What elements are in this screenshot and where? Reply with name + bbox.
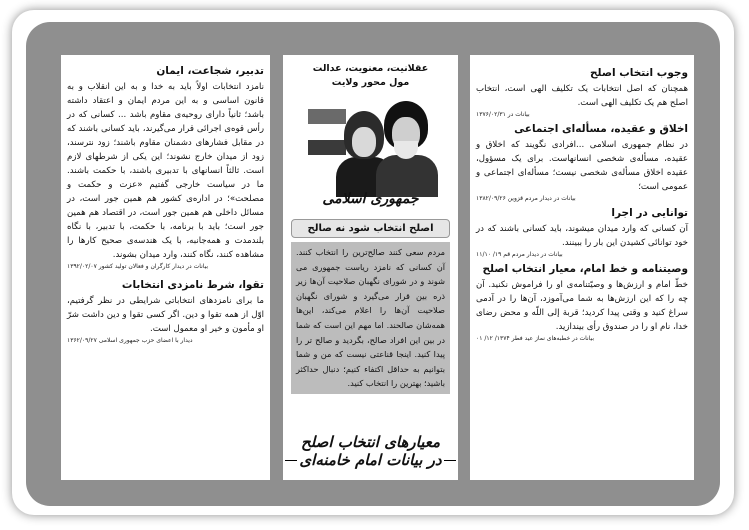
left-panel [61,55,270,480]
brochure-title-line-1: معیارهای انتخاب اصلح [300,433,441,451]
box-title: اصلح انتخاب شود نه صالح [291,219,450,238]
section-source: بیانات در دیدار مردم قزوین ۱۳۸۲/۰۹/۲۶ [476,195,576,202]
section-text: نامزد انتخابات اولاً باید به خدا و به این انقلاب و به قانون اساسی و به این مردم ایمان و اعتقاد داشته باشد؛ ثانیاً دارای روحیه‌ی مقاوم باشد ... کسانی که در رأس قوه‌ی اجرائی قرار می‌گیرند، باید کسانی باشند که در مقابل فشارهای دشمنان مقاوم باشند؛ زود نترسند، زود از میدان خارج نشوند؛ این یکی از شرطهای لازم است. ثالثاً انسانهای با تدبیری باشند، با حکمت باشند. ما در سیاست خارجی گفتیم «عزت و حکمت و مصلحت»؛ در اداره‌ی کشور هم همین جور است، در مسائل داخلی هم همین جور است، در اقتصاد هم همین جور است؛ باید با برنامه، با حکمت، با تدبیر، با نگاه بلندمدت و همه‌جانبه، با یک هندسه‌ی صحیح کارها را مشاهده کنند، نگاه کنند، وارد میدان بشوند. [67,82,264,260]
quote-box [291,242,450,394]
section-title: وجوب انتخاب اصلح [589,67,688,79]
section-title: تدبیر، شجاعت، ایمان [156,65,264,77]
brochure-title-line-2 [283,451,458,469]
brochure-title-line-2-text: در بیانات امام خامنه‌ای [299,451,442,469]
iran-flag-icon [308,109,346,155]
section-title: توانایی در اجرا [611,207,688,219]
section-source: بیانات در دیدار مردم قم ۱۹/ ۱۱/۱۰ [476,251,563,258]
brochure-title [283,433,458,469]
section-source: بیانات در خطبه‌های نماز عید فطر ۱۳۷۴/ ۱۲/ ۰۱ [476,335,594,342]
leaders-portrait [296,93,446,213]
section-source: دیدار با اعضای حزب جمهوری اسلامی ۱۳۶۲/۰۹/۲۷ [67,337,193,344]
middle-panel [283,55,458,480]
quote-text: مردم سعی کنند صالح‌ترین را انتخاب کنند. آن کسانی که نامزد ریاست جمهوری می شوند و در شورای نگهبان صلاحیت آن‌ها زیر ذره بین قرار می‌گیرد و شورای نگهبان صلاحیت آن‌ها را اعلام می‌کند، این‌ها همه‌شان صالحند. اما مهم این است که شما در بین این افراد صالح، بگردید و صالح تر را پیدا کنید. اینجا قناعتی نیست که من و شما بتوانیم به حداقل اکتفاء کنیم؛ دنبال حداکثر باشید؛ بهترین را انتخاب کنید. [296,247,445,389]
ornament-icon [444,460,456,461]
ornament-icon [285,460,297,461]
section-title: اخلاق و عقیده، مسأله‌ای اجتماعی [514,123,688,135]
section-text: در نظام جمهوری اسلامی ...افرادی نگویند که اخلاق و عقیده، مسأله‌ی شخصی انسانهاست. برای یک مسؤول، عقیده اخلاق مسأله‌ی شخصی نیست؛ مسأله‌ای اجتماعی و عمومی است؛ [476,140,688,192]
section-text: خطّ امام و ارزش‌ها و وصیّتنامه‌ی او را فراموش نکنید. آن چه را که این ارزش‌ها به شما می‌آموزد، آن‌ها را در آدمی سراغ کنید و وقتی پیدا کردید؛ قربة إلی اللّه و محض رضای خدا، نام او را در صندوق رأی بیندازید. [476,280,688,332]
header-line-1: عقلانیت، معنویت، عدالت [312,63,429,74]
section-source: بیانات در ۱۳۷۶/۰۲/۳۱ [476,111,530,118]
section-text: ما برای نامزدهای انتخاباتی شرایطی در نظر گرفتیم، اوّل از همه تقوا و دین. اگر کسی تقوا و دین داشت شرّ او مأمون و خیر او معمول است. [67,296,264,334]
section-source: بیانات در دیدار کارگران و فعالان تولید کشور ۱۳۹۲/۰۲/۰۷ [67,263,209,270]
right-panel [470,55,694,480]
slogan-calligraphy: جمهوری اسلامی [322,191,419,207]
section-text: همچنان که اصل انتخابات یک تکلیف الهی است، انتخاب اصلح هم یک تکلیف الهی است. [476,84,688,108]
section-text: آن کسانی که وارد میدان میشوند، باید کسانی باشند که در خود توانائی کشیدن این بار را ببینند. [476,224,688,248]
header-line-2: مول محور ولایت [331,77,410,88]
section-title: وصیتنامه و خط امام، معیار انتخاب اصلح [482,263,688,275]
section-title: تقوا، شرط نامزدی انتخابات [121,279,264,291]
